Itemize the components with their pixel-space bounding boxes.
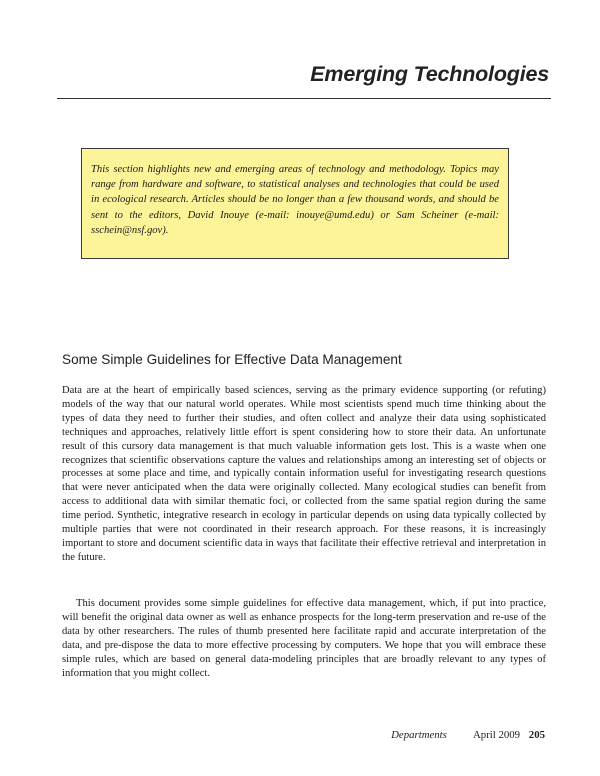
article-heading: Some Simple Guidelines for Effective Data Management (62, 352, 402, 367)
body-paragraph-1: Data are at the heart of empirically based sciences, serving as the primary evidence supporting (or refuting) models of the way that our natural world operates. While most scientists spend much time thinking about the types of data they need to further their studies, and often collect and analyze their data using sophisticated techniques and approaches, relatively little effort is spent considering how to store their data. An unfortunate result of this cursory data management is that much valuable information gets lost. This is a waste when one recognizes that scientific observations capture the values and relationships among an interesting set of objects or processes at some place and time, and typically contain information useful for investigating research questions that were never anticipated when the data were originally collected. Many ecological studies can benefit from access to additional data with similar thematic foci, or collected from the same spatial region during the same time period. Synthetic, integrative research in ecology in particular depends on using data typically collected by multiple parties that were not coordinated in their research approach. For these reasons, it is increasingly important to store and document scientific data in ways that facilitate their effective retrieval and interpretation in the future. (62, 385, 546, 563)
page-footer (391, 729, 545, 741)
page-number: 205 (528, 729, 545, 741)
body-paragraph-2: This document provides some simple guidelines for effective data management, which, if put into practice, will benefit the original data owner as well as enhance prospects for the long-term preservation and re-use of the data by other researchers. The rules of thumb presented here facilitate rapid and accurate interpretation of the data, and pre-dispose the data to more effective processing by computers. We hope that you will embrace these simple rules, which are based on general data-modeling principles that are broadly relevant to any types of information that you might collect. (62, 598, 546, 679)
footer-department: Departments (391, 729, 447, 741)
editorial-callout-box: This section highlights new and emerging areas of technology and methodology. Topics may range from hardware and software, to statistical analyses and technologies that could be used in ecological research. Articles should be no longer than a few thousand words, and should be sent to the editors, David Inouye (e-mail: inouye@umd.edu) or Sam Scheiner (e-mail: sschein@nsf.gov). (81, 148, 509, 259)
title-rule (57, 98, 551, 99)
section-title: Emerging Technologies (310, 62, 549, 86)
footer-date: April 2009 (473, 729, 521, 741)
